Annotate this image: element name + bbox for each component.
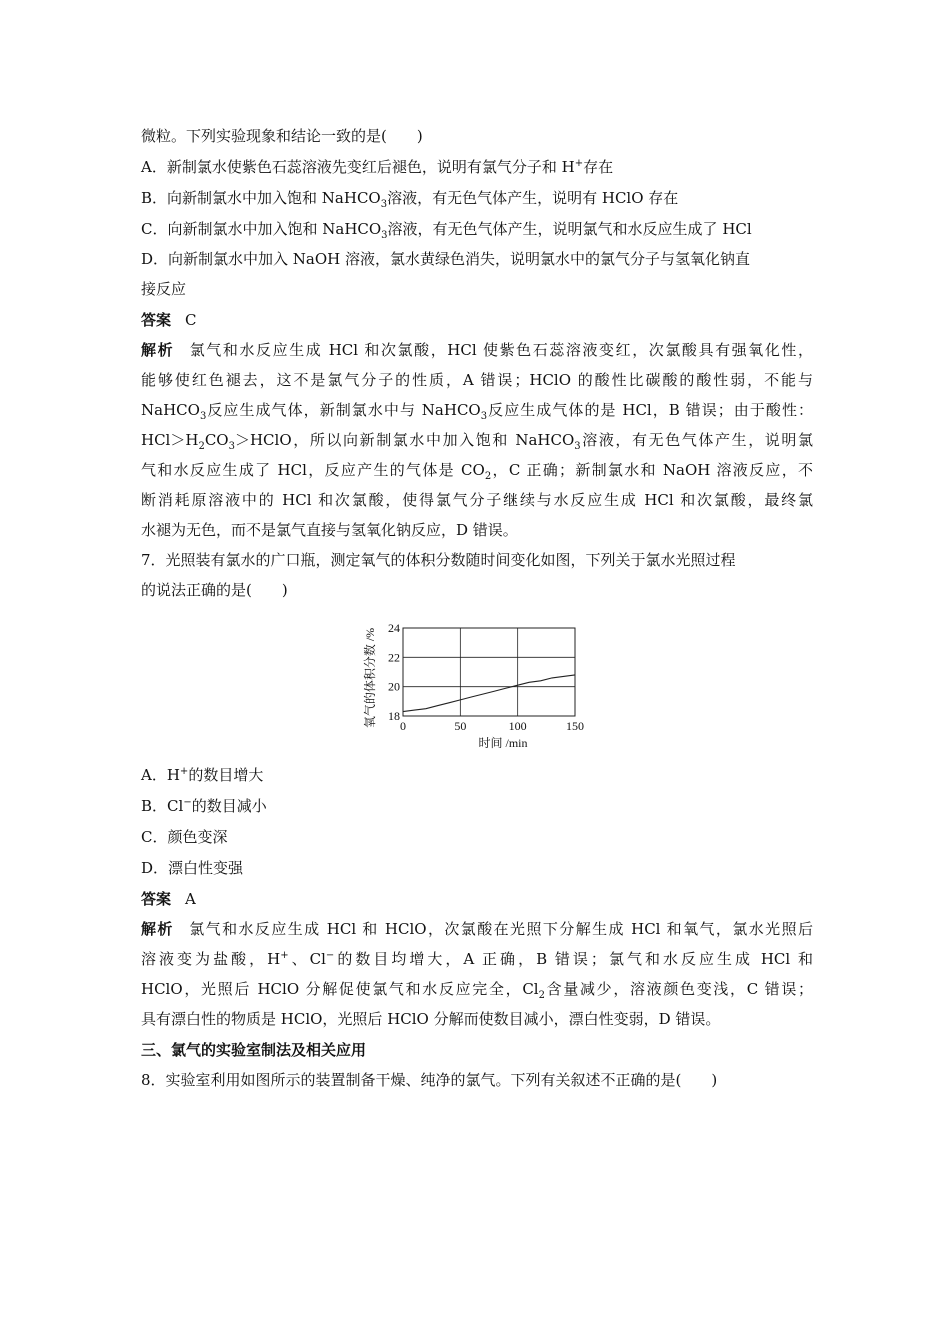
chart-plot-frame	[403, 628, 575, 716]
q7-analysis-line3: HClO，光照后 HClO 分解促使氯气和水反应完全，$Cl_2$含量减少，溶液颜色变浅，C 错误；	[141, 980, 813, 1001]
q6-analysis-line5: 气和水反应生成了 HCl，反应产生的气体是 $CO_2$，C 正确；新制氯水和 NaOH 溶液反应，不	[141, 461, 813, 482]
q6-analysis-line4: $HCl>H_2CO_3>HClO$，所以向新制氯水中加入饱和 NaHCO$_3$溶液，有无色气体产生，说明氯	[141, 431, 813, 452]
answer-label: 答案	[141, 890, 172, 908]
chart-y-tick-label: 18	[388, 709, 400, 723]
analysis-label: 解析	[141, 920, 174, 938]
chart-y-tick-label: 20	[388, 679, 400, 694]
section-3-title: 三、氯气的实验室制法及相关应用	[141, 1041, 367, 1059]
q6-analysis-line7: 水褪为无色，而不是氯气直接与氢氧化钠反应，D 错误。	[141, 521, 518, 539]
q7-analysis-line1: 解析 氯气和水反应生成 HCl 和 HClO，次氯酸在光照下分解生成 HCl 和氧气，氯水光照后	[141, 920, 813, 938]
chart-y-axis-label: 氧气的体积分数 /%	[363, 627, 377, 729]
chart-x-tick-label: 50	[454, 719, 467, 733]
chart-series-line	[403, 675, 575, 712]
chart-y-tick-label: 24	[388, 621, 400, 635]
chart-axes	[403, 628, 575, 716]
chart-x-tick-label: 0	[400, 719, 406, 733]
q6-option-d-line2: 接反应	[141, 280, 187, 298]
chart-y-tick-label: 22	[388, 650, 400, 665]
answer-value: A	[185, 890, 196, 908]
q6-analysis-line2: 能够使红色褪去，这不是氯气分子的性质，A 错误；HClO 的酸性比碳酸的酸性弱，不能与	[141, 371, 813, 389]
q7-option-a: A．H+的数目增大	[141, 766, 264, 784]
answer-value: C	[185, 311, 197, 329]
q6-answer	[141, 310, 813, 330]
q7-analysis-line4: 具有漂白性的物质是 HClO，光照后 HClO 分解而使数目减小，漂白性变弱，D 错误。	[141, 1010, 721, 1028]
q6-option-b: B．向新制氯水中加入饱和 NaHCO$_3$溶液，有无色气体产生，说明有 HClO 存在	[141, 189, 679, 210]
q7-stem-line1: 7．光照装有氯水的广口瓶，测定氧气的体积分数随时间变化如图，下列关于氯水光照过程	[141, 551, 736, 569]
q7-stem-line2: 的说法正确的是( )	[141, 581, 288, 599]
chart-grid	[403, 628, 575, 716]
q7-analysis-line2: 溶液变为盐酸，H+、Cl−的数目均增大，A 正确，B 错误；氯气和水反应生成 HCl 和	[141, 950, 813, 968]
q7-answer	[141, 889, 813, 909]
q6-analysis-line6: 断消耗原溶液中的 HCl 和次氯酸，使得氯气分子继续与水反应生成 HCl 和次氯酸，最终氯	[141, 491, 813, 509]
q7-option-c: C．颜色变深	[141, 828, 228, 846]
chart-x-tick-label: 150	[566, 719, 584, 733]
q6-analysis-line3: NaHCO$_3$反应生成气体，新制氯水中与 NaHCO$_3$反应生成气体的是 HCl，B 错误；由于酸性：	[141, 401, 813, 422]
chart-x-tick-label: 100	[508, 719, 527, 733]
q8-stem: 8．实验室利用如图所示的装置制备干燥、纯净的氯气。下列有关叙述不正确的是( )	[141, 1071, 718, 1089]
oxygen-fraction-chart	[358, 614, 598, 754]
analysis-label: 解析	[141, 341, 175, 359]
q7-option-b: B．Cl−的数目减小	[141, 797, 267, 815]
q6-analysis-line1: 解析 氯气和水反应生成 HCl 和次氯酸，HCl 使紫色石蕊溶液变红，次氯酸具有强氧化性，	[141, 341, 813, 359]
q6-stem-tail: 微粒。下列实验现象和结论一致的是( )	[141, 127, 423, 145]
q6-option-d-line1: D．向新制氯水中加入 NaOH 溶液，氯水黄绿色消失，说明氯水中的氯气分子与氢氧化钠直	[141, 250, 751, 268]
chart-svg	[358, 614, 598, 754]
chart-x-axis-label: 时间 /min	[478, 736, 528, 750]
q6-option-c: C．向新制氯水中加入饱和 NaHCO$_3$溶液，有无色气体产生，说明氯气和水反应生成了 HCl	[141, 220, 752, 241]
answer-label: 答案	[141, 311, 172, 329]
q6-option-a: A．新制氯水使紫色石蕊溶液先变红后褪色，说明有氯气分子和 H+存在	[141, 158, 614, 176]
chart-series	[403, 675, 575, 712]
q7-option-d: D．漂白性变强	[141, 859, 244, 877]
